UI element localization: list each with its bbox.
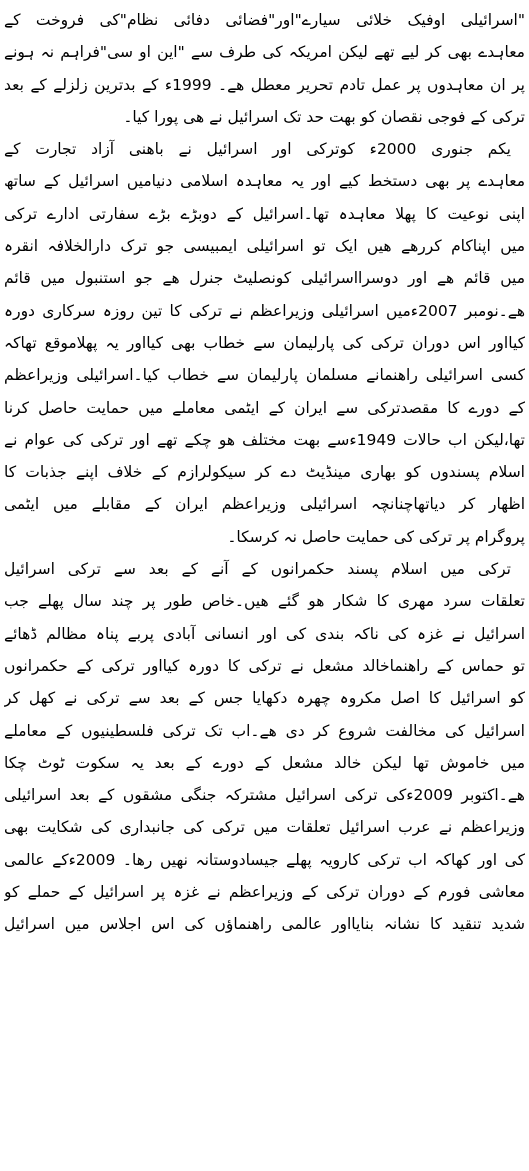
text-line: تھا،لیکن اب حالات 1949ءسے بھت مختلف ھو چکے تھے اور ترکی کی عوام نے (4, 430, 525, 449)
text-line: ھے۔نومبر 2007ءمیں اسرائیلی وزیراعظم نے ترکی کا تین روزہ سرکاری دورہ (4, 301, 525, 320)
text-line: کے دورے کا مقصدترکی سے ایران کے ایٹمی معاملے میں حمایت حاصل کرنا (4, 398, 525, 417)
text-line: معاہدے بھی کر لیے تھے لیکن امریکہ کی طرف سے "این او سی"فراہم نہ ہونے (4, 43, 525, 62)
text-line: ترکی میں اسلام پسند حکمرانوں کے آنے کے بعد سے ترکی اسرائیل (4, 560, 511, 579)
text-line: میں قائم ھے اور دوسرااسرائیلی کونصلیٹ جنرل ھے جو استنبول میں قائم (4, 269, 525, 288)
text-line: کی اور کھاکہ اب ترکی کارویہ پھلے جیسادوستانہ نھیں رھا۔ 2009ءکے عالمی (4, 850, 525, 869)
text-line: میں خاموش تھا لیکن خالد مشعل کے دورے کے بعد یہ سکوت ٹوٹ چکا (4, 753, 525, 772)
text-line: کسی اسرائیلی راھنمانے مسلمان پارلیمان سے خطاب کیا۔اسرائیلی وزیراعظم (4, 366, 525, 385)
text-line: اسرائیل نے غزہ کی ناکہ بندی کی اور انسانی آبادی پربے پناہ مظالم ڈھائے (4, 624, 525, 643)
text-line: کیااور اس دوران ترکی کی پارلیمان سے خطاب بھی کیااور یہ پھلاموقع تھاکہ (4, 333, 525, 352)
text-line: ھے۔اکتوبر 2009ءکی ترکی اسرائیل مشترکہ جنگی مشقوں کے بعد اسرائیلی (4, 786, 525, 805)
text-line: یکم جنوری 2000ء کوترکی اور اسرائیل نے باھنی آزاد تجارت کے (4, 140, 511, 159)
text-line: شدید تنقید کا نشانہ بنایااور عالمی راھنماؤں کی اس اجلاس میں اسرائیل (4, 915, 525, 934)
text-line: پر ان معاہدوں پر عمل تادم تحریر معطل ھے۔ 1999ء کے بدترین زلزلے کے بعد (4, 75, 525, 94)
text-line: معاہدے پر بھی دستخط کیے اور یہ معاہدہ اسلامی دنیامیں اسرائیل کے ساتھ (4, 172, 525, 191)
text-line: تو حماس کے راھنماخالد مشعل نے ترکی کا دورہ کیااور ترکی کے حکمرانوں (4, 656, 525, 675)
text-line: کو اسرائیل کا اصل مکروہ چھرہ دکھایا جس کے بعد سے ترکی نے کھل کر (4, 689, 525, 708)
article-page (4, 4, 525, 1167)
text-line: اسلام پسندوں کو بھاری مینڈیٹ دے کر سیکولرازم کے خلاف اپنے جذبات کا (4, 463, 525, 482)
text-line: اظھار کر دیاتھاچنانچہ اسرائیلی وزیراعظم ایران کے مقابلے میں ایٹمی (4, 495, 525, 514)
text-line: ترکی کے فوجی نقصان کو بھت حد تک اسرائیل نے ھی پورا کیا۔ (123, 107, 525, 126)
text-line: پروگرام پر ترکی کی حمایت حاصل نہ کرسکا۔ (227, 527, 525, 546)
text-line: اپنی نوعیت کا پھلا معاہدہ تھا۔اسرائیل کے دوبڑے بڑے سفارتی ادارے ترکی (4, 204, 525, 223)
text-line: "اسرائیلی اوفیک خلائی سیارے"اور"فضائی دفائی نظام"کی فروخت کے (4, 11, 525, 29)
text-line: تعلقات سرد مھری کا شکار ھو گئے ھیں۔خاص طور پر چند سال پھلے جب (4, 592, 525, 611)
text-line: معاشی فورم کے دوران ترکی کے وزیراعظم نے غزہ پر اسرائیل کے حملے کو (4, 883, 525, 902)
text-line: میں اپناکام کررھے ھیں ایک تو اسرائیلی ایمبیسی جو ترک دارالخلافہ انقرہ (4, 237, 525, 256)
text-line: وزیراعظم نے عرب اسرائیل تعلقات میں ترکی کی جانبداری کی شکایت بھی (4, 818, 525, 837)
text-line: اسرائیل کی مخالفت شروع کر دی ھے۔اب تک ترکی فلسطینیوں کے معاملے (4, 721, 525, 740)
